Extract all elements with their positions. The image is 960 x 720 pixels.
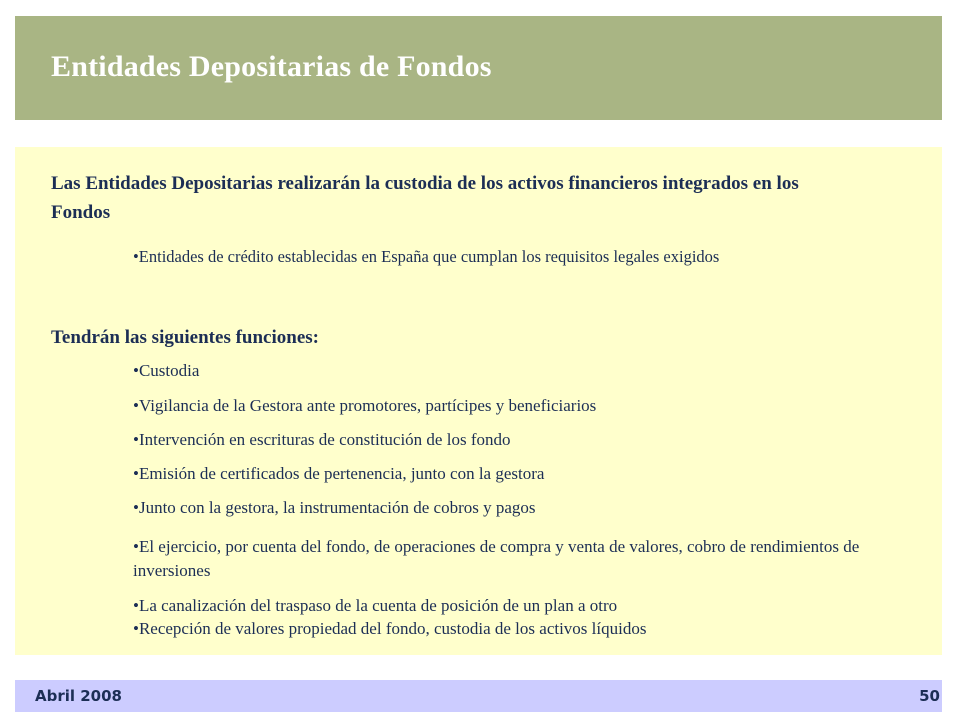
function-item: [133, 617, 853, 641]
page-number: 50: [919, 687, 940, 705]
function-item: [133, 496, 853, 520]
function-item: [133, 462, 853, 486]
function-item: [133, 428, 853, 452]
function-text: La canalización del traspaso de la cuenta de posición de un plan a otro: [138, 596, 618, 615]
function-item: [133, 394, 853, 418]
bullet-dot: •: [133, 361, 139, 380]
function-item: [133, 594, 853, 618]
function-text: Vigilancia de la Gestora ante promotores, partícipes y beneficiarios: [138, 396, 597, 415]
bullet-dot: •: [133, 537, 139, 556]
bullet-dot: •: [133, 464, 139, 483]
footer-date: Abril 2008: [35, 687, 122, 705]
function-item: [133, 535, 873, 583]
function-text: Junto con la gestora, la instrumentación de cobros y pagos: [138, 498, 536, 517]
bullet-dot: •: [133, 396, 139, 415]
title-bar: [15, 16, 942, 120]
footer-bar: [15, 680, 942, 712]
bullet-dot: •: [133, 619, 139, 638]
bullet-dot: •: [133, 498, 139, 517]
bullet-dot: •: [133, 430, 139, 449]
bullet-dot: •: [133, 247, 139, 266]
intro-text: Las Entidades Depositarias realizarán la custodia de los activos financieros integrados en los Fondos: [51, 173, 799, 223]
slide-title: Entidades Depositarias de Fondos: [51, 50, 492, 83]
function-text: Emisión de certificados de pertenencia, junto con la gestora: [138, 464, 545, 483]
functions-heading: Tendrán las siguientes funciones:: [51, 327, 319, 348]
requirement-bullet: [133, 245, 853, 269]
content-box: [15, 147, 942, 655]
function-text: Custodia: [138, 361, 200, 380]
function-text: Recepción de valores propiedad del fondo, custodia de los activos líquidos: [138, 619, 647, 638]
function-text: El ejercicio, por cuenta del fondo, de operaciones de compra y venta de valores, cobro de rendimientos de inversiones: [133, 537, 860, 580]
function-text: Intervención en escrituras de constitución de los fondo: [138, 430, 511, 449]
bullet-dot: •: [133, 596, 139, 615]
function-item: [133, 359, 853, 383]
requirement-text: Entidades de crédito establecidas en España que cumplan los requisitos legales exigidos: [138, 247, 720, 266]
